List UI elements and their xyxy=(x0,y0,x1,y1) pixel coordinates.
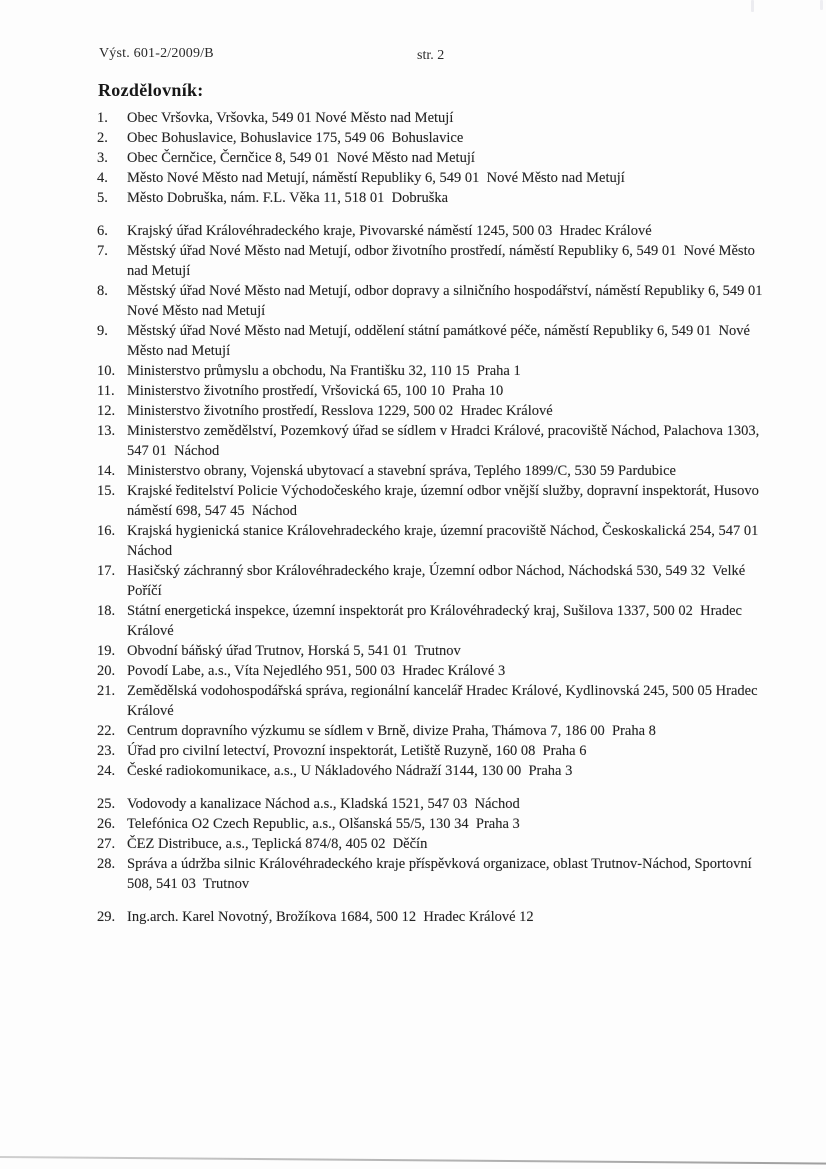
list-item xyxy=(97,521,775,561)
item-text: Telefónica O2 Czech Republic, a.s., Olšanská 55/5, 130 34 Praha 3 xyxy=(127,816,520,832)
list-item xyxy=(97,221,775,241)
item-text: Obec Bohuslavice, Bohuslavice 175, 549 06 Bohuslavice xyxy=(127,130,464,146)
item-number: 16. xyxy=(97,523,116,539)
item-number: 25. xyxy=(97,796,116,812)
item-text: Krajská hygienická stanice Královehradeckého kraje, územní pracoviště Náchod, Českoskalická 254, 547 01 Náchod xyxy=(127,523,766,559)
item-number: 21. xyxy=(97,683,116,699)
item-text: Ministerstvo životního prostředí, Resslova 1229, 500 02 Hradec Králové xyxy=(127,403,553,419)
item-text: Povodí Labe, a.s., Víta Nejedlého 951, 500 03 Hradec Králové 3 xyxy=(127,663,506,679)
list-item xyxy=(97,461,775,481)
item-number: 12. xyxy=(97,403,116,419)
item-number: 28. xyxy=(97,856,116,872)
list-item xyxy=(97,481,775,521)
page-number-label: str. 2 xyxy=(417,48,445,63)
item-text: Ministerstvo životního prostředí, Vršovická 65, 100 10 Praha 10 xyxy=(127,383,504,399)
item-text: Městský úřad Nové Město nad Metují, odbor dopravy a silničního hospodářství, náměstí Republiky 6, 549 01 Nové Město nad Metují xyxy=(127,283,770,319)
list-item xyxy=(97,128,775,148)
item-text: Krajský úřad Královéhradeckého kraje, Pivovarské náměstí 1245, 500 03 Hradec Králové xyxy=(127,223,652,239)
list-item xyxy=(97,381,775,401)
item-number: 24. xyxy=(97,763,116,779)
document-reference: Výst. 601-2/2009/B xyxy=(99,46,214,61)
item-text: Úřad pro civilní letectví, Provozní inspektorát, Letiště Ruzyně, 160 08 Praha 6 xyxy=(127,743,587,759)
item-text: Obec Černčice, Černčice 8, 549 01 Nové Město nad Metují xyxy=(127,150,475,166)
item-number: 27. xyxy=(97,836,116,852)
list-item xyxy=(97,601,775,641)
list-group xyxy=(97,221,775,781)
list-item xyxy=(97,241,775,281)
list-group xyxy=(97,907,775,927)
item-number: 18. xyxy=(97,603,116,619)
list-item xyxy=(97,641,775,661)
list-item xyxy=(97,421,775,461)
list-item xyxy=(97,168,775,188)
item-text: Hasičský záchranný sbor Královéhradeckého kraje, Územní odbor Náchod, Náchodská 530, 549 32 Velké Poříčí xyxy=(127,563,749,599)
item-text: Krajské ředitelství Policie Východočeského kraje, územní odbor vnější služby, dopravní inspektorát, Husovo náměstí 698, 547 45 Náchod xyxy=(127,483,763,519)
item-number: 7. xyxy=(97,243,108,259)
list-item xyxy=(97,561,775,601)
item-text: Správa a údržba silnic Královéhradeckého kraje příspěvková organizace, oblast Trutnov-Náchod, Sportovní 508, 541 03 Trutnov xyxy=(127,856,756,892)
list-item xyxy=(97,681,775,721)
item-text: Vodovody a kanalizace Náchod a.s., Kladská 1521, 547 03 Náchod xyxy=(127,796,520,812)
item-number: 10. xyxy=(97,363,116,379)
list-item xyxy=(97,721,775,741)
list-item xyxy=(97,794,775,814)
list-item xyxy=(97,401,775,421)
scan-artifact-mark xyxy=(751,0,754,12)
item-number: 15. xyxy=(97,483,116,499)
item-number: 11. xyxy=(97,383,115,399)
item-text: Ministerstvo obrany, Vojenská ubytovací a stavební správa, Teplého 1899/C, 530 59 Pardubice xyxy=(127,463,676,479)
item-text: ČEZ Distribuce, a.s., Teplická 874/8, 405 02 Děčín xyxy=(127,836,428,852)
list-item xyxy=(97,281,775,321)
item-text: Městský úřad Nové Město nad Metují, oddělení státní památkové péče, náměstí Republiky 6, 549 01 Nové Město nad Metují xyxy=(127,323,754,359)
item-number: 29. xyxy=(97,909,116,925)
item-text: Centrum dopravního výzkumu se sídlem v Brně, divize Praha, Thámova 7, 186 00 Praha 8 xyxy=(127,723,656,739)
item-number: 3. xyxy=(97,150,108,166)
item-number: 4. xyxy=(97,170,108,186)
item-number: 19. xyxy=(97,643,116,659)
list-item xyxy=(97,108,775,128)
item-number: 8. xyxy=(97,283,108,299)
list-item xyxy=(97,834,775,854)
item-number: 26. xyxy=(97,816,116,832)
list-item xyxy=(97,361,775,381)
item-number: 22. xyxy=(97,723,116,739)
page-title: Rozdělovník: xyxy=(98,80,204,100)
scan-edge-line xyxy=(0,1156,826,1165)
item-number: 20. xyxy=(97,663,116,679)
list-item xyxy=(97,907,775,927)
item-text: Ing.arch. Karel Novotný, Brožíkova 1684, 500 12 Hradec Králové 12 xyxy=(127,909,534,925)
item-number: 14. xyxy=(97,463,116,479)
distribution-list xyxy=(97,108,775,940)
item-number: 2. xyxy=(97,130,108,146)
item-text: Zemědělská vodohospodářská správa, regionální kancelář Hradec Králové, Kydlinovská 245, 500 05 Hradec Králové xyxy=(127,683,762,719)
item-text: Ministerstvo zemědělství, Pozemkový úřad se sídlem v Hradci Králové, pracoviště Náchod, Palachova 1303, 547 01 Náchod xyxy=(127,423,763,459)
item-text: Město Dobruška, nám. F.L. Věka 11, 518 01 Dobruška xyxy=(127,190,449,206)
item-text: České radiokomunikace, a.s., U Nákladového Nádraží 3144, 130 00 Praha 3 xyxy=(127,763,573,779)
item-text: Obvodní báňský úřad Trutnov, Horská 5, 541 01 Trutnov xyxy=(127,643,461,659)
item-number: 13. xyxy=(97,423,116,439)
item-number: 23. xyxy=(97,743,116,759)
item-number: 17. xyxy=(97,563,116,579)
item-text: Město Nové Město nad Metují, náměstí Republiky 6, 549 01 Nové Město nad Metují xyxy=(127,170,625,186)
list-item xyxy=(97,661,775,681)
list-item xyxy=(97,854,775,894)
list-group xyxy=(97,794,775,894)
list-item xyxy=(97,741,775,761)
list-group xyxy=(97,108,775,208)
list-item xyxy=(97,761,775,781)
item-number: 5. xyxy=(97,190,108,206)
scan-artifact-mark xyxy=(820,0,823,10)
list-item xyxy=(97,188,775,208)
item-text: Městský úřad Nové Město nad Metují, odbor životního prostředí, náměstí Republiky 6, 549 01 Nové Město nad Metují xyxy=(127,243,759,279)
list-item xyxy=(97,321,775,361)
list-item xyxy=(97,814,775,834)
item-number: 9. xyxy=(97,323,108,339)
item-text: Státní energetická inspekce, územní inspektorát pro Královéhradecký kraj, Sušilova 1337, 500 02 Hradec Králové xyxy=(127,603,746,639)
item-number: 1. xyxy=(97,110,108,126)
item-text: Ministerstvo průmyslu a obchodu, Na Františku 32, 110 15 Praha 1 xyxy=(127,363,521,379)
list-item xyxy=(97,148,775,168)
item-text: Obec Vršovka, Vršovka, 549 01 Nové Město nad Metují xyxy=(127,110,454,126)
item-number: 6. xyxy=(97,223,108,239)
